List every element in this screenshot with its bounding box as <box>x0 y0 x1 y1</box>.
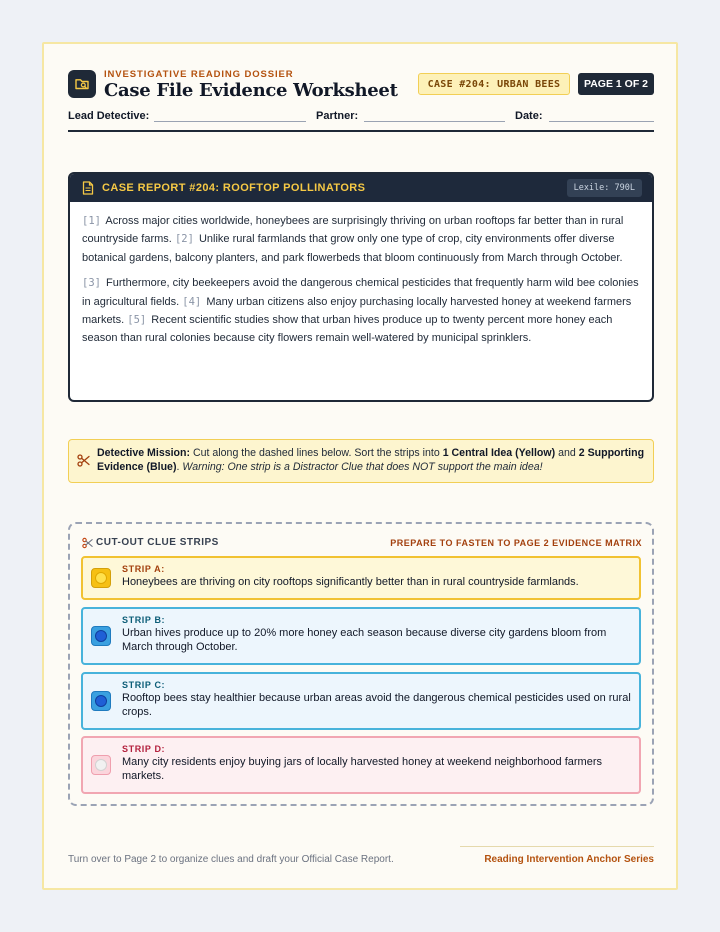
footer-rule <box>460 846 654 847</box>
clue-strip-c[interactable] <box>81 672 641 730</box>
page-number-badge: PAGE 1 OF 2 <box>578 73 654 95</box>
lead-detective-line[interactable] <box>154 121 306 122</box>
sentence-number: [2] <box>174 233 194 246</box>
strip-text: Urban hives produce up to 20% more honey each season because diverse city gardens bloom from March through October. <box>122 627 607 653</box>
page-footer <box>68 846 654 866</box>
report-paragraph <box>82 274 640 348</box>
strip-label: STRIP C: <box>122 680 166 690</box>
clue-strip-d[interactable] <box>81 736 641 794</box>
partner-line[interactable] <box>364 121 505 122</box>
mission-label: Detective Mission: <box>97 447 191 459</box>
sentence-text: Many urban citizens also enjoy purchasing locally harvested honey at weekend farmers markets. <box>82 295 632 327</box>
detective-mission-box <box>68 439 654 483</box>
supporting-evidence-label: 2 Supporting Evidence (Blue) <box>97 447 645 473</box>
strip-text: Honeybees are thriving on city rooftops significantly better than in rural countryside farmlands. <box>122 576 579 588</box>
date-label: Date: <box>515 110 543 122</box>
case-report-text <box>70 202 652 348</box>
sentence-number: [3] <box>82 277 101 290</box>
clue-strips-cutout-area <box>68 522 654 806</box>
case-badge: CASE #204: URBAN BEES <box>418 73 570 95</box>
scissors-icon <box>77 454 90 472</box>
central-idea-label: 1 Central Idea (Yellow) <box>442 447 556 459</box>
dossier-kicker: INVESTIGATIVE READING DOSSIER <box>104 69 294 80</box>
footer-instruction: Turn over to Page 2 to organize clues and draft your Official Case Report. <box>68 854 394 865</box>
header-divider <box>68 130 654 132</box>
folder-search-icon <box>68 70 96 98</box>
sentence-number: [5] <box>127 314 147 327</box>
sentence-number: [1] <box>82 215 101 227</box>
sentence-text: Unlike rural farmlands that grow only one type of crop, city environments offer diverse botanical gardens, balcony planters, and park flowerbeds that bloom continuously from March through October. <box>82 233 623 264</box>
date-line[interactable] <box>549 121 654 122</box>
strip-text: Many city residents enjoy buying jars of locally harvested honey at weekend neighborhood farmers markets. <box>122 756 602 782</box>
clue-strip-a[interactable] <box>81 556 641 600</box>
mission-instructions <box>97 447 647 474</box>
sentence-text: Furthermore, city beekeepers avoid the dangerous chemical pesticides that frequently harm wild bee colonies in agricultural fields. <box>82 277 639 308</box>
mission-text: and <box>558 447 576 459</box>
case-report-header <box>70 174 652 202</box>
yellow-marker-icon <box>91 568 111 588</box>
case-report-panel <box>68 172 654 402</box>
sentence-text: Across major cities worldwide, honeybees are surprisingly thriving on urban rooftops far better than in rural countryside farms. <box>82 215 624 246</box>
series-name: Reading Intervention Anchor Series <box>484 854 654 865</box>
sentence-text: Recent scientific studies show that urban hives produce up to twenty percent more honey each season than rural colonies because city flowers remain well-watered by municipal sprinklers. <box>82 314 613 345</box>
report-paragraph <box>82 212 640 267</box>
pink-marker-icon <box>91 755 111 775</box>
worksheet-page <box>42 42 678 890</box>
blue-marker-icon <box>91 626 111 646</box>
strip-text: Rooftop bees stay healthier because urban areas avoid the dangerous chemical pesticides used on rural crops. <box>122 692 631 718</box>
clue-strips-header <box>82 536 642 550</box>
partner-label: Partner: <box>316 110 359 122</box>
distractor-warning: Warning: One strip is a Distractor Clue that does NOT support the main idea! <box>182 460 543 473</box>
mission-text: Cut along the dashed lines below. Sort the strips into <box>192 447 440 459</box>
scissors-icon <box>82 536 93 554</box>
blue-marker-icon <box>91 691 111 711</box>
case-report-title: CASE REPORT #204: ROOFTOP POLLINATORS <box>102 182 366 194</box>
clue-strip-b[interactable] <box>81 607 641 665</box>
clue-strips-note: PREPARE TO FASTEN TO PAGE 2 EVIDENCE MATRIX <box>390 538 642 548</box>
document-icon <box>82 181 94 200</box>
worksheet-header <box>68 68 654 100</box>
sentence-number: [4] <box>182 295 202 308</box>
clue-strips-title: CUT-OUT CLUE STRIPS <box>96 537 219 548</box>
mission-text: . <box>176 460 180 473</box>
strip-label: STRIP D: <box>122 744 166 754</box>
lexile-badge: Lexile: 790L <box>567 179 642 197</box>
lead-detective-label: Lead Detective: <box>68 110 150 122</box>
strip-label: STRIP B: <box>122 615 166 625</box>
page-title: Case File Evidence Worksheet <box>104 80 398 101</box>
strip-label: STRIP A: <box>122 564 165 574</box>
